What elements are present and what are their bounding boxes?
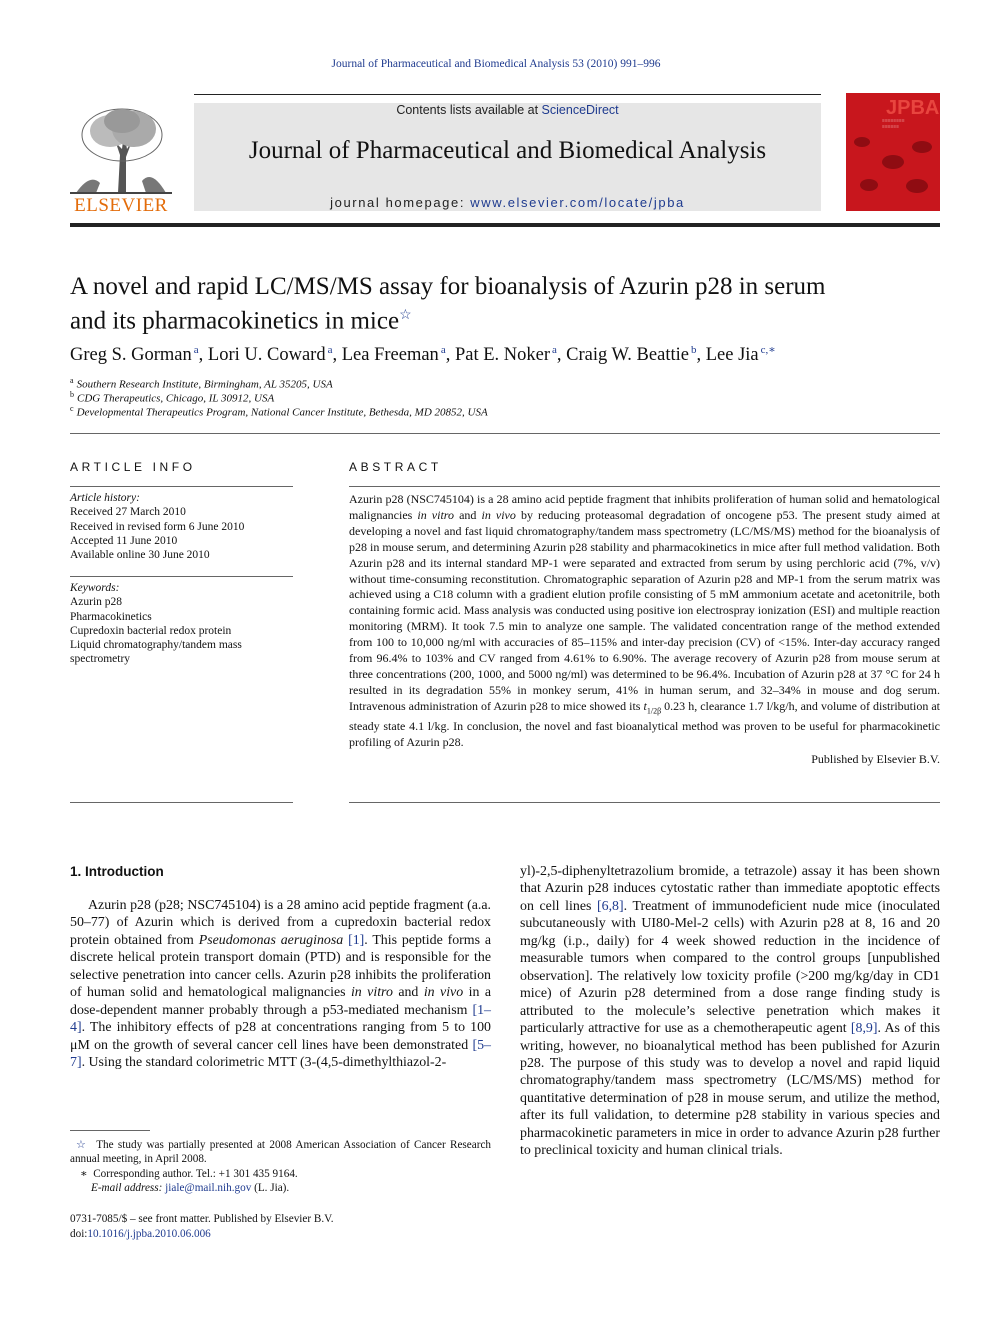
author-name[interactable]: Lee Jia bbox=[705, 345, 759, 366]
history-item: Available online 30 June 2010 bbox=[70, 549, 210, 562]
divider bbox=[70, 433, 940, 434]
title-footnote-star[interactable]: ☆ bbox=[399, 308, 412, 323]
introduction-right-column: yl)-2,5-diphenyltetrazolium bromide, a tetrazole) assay it has been shown that Azurin p28 induces cytostatic rather than immediate apoptotic effects on cell lines [6,8]. Treatment of immunodeficient nude mice (inoculated subcutaneously with UI80-Mel-2 cells) with Azurin p28 at 8, 16 and 20 mg/kg (i.p., daily) for 4 week showed reduction in the incidence of measurable tumors when compared to the control groups [unpublished observation]. The relatively low toxicity profile (>200 mg/kg/day in CD1 mice) of Azurin p28 determined from a dose range finding study is attributed to the molecule’s selective penetration which makes it particularly attractive for use as a chemotherapeutic agent [8,9]. As of this writing, however, no bioanalytical method has been published for Azurin p28. The purpose of this study was to develop a novel and rapid liquid chromatography/tandem mass spectrometry (LC/MS/MS) method for quantitative determination of p28 in mouse serum, and utilize the method, after its full validation, to determine p28 stability in various species and pharmacokinetic parameters in mice in order to advance Azurin p28 further to preclinical toxicity and human clinical trials. bbox=[520, 864, 941, 1159]
header-rule-top bbox=[194, 94, 821, 95]
history-item: Received 27 March 2010 bbox=[70, 506, 186, 519]
email-link[interactable]: jiale@mail.nih.gov bbox=[165, 1182, 252, 1195]
publisher-note: Published by Elsevier B.V. bbox=[811, 751, 940, 766]
cover-subtitle: ≡≡≡≡≡≡≡≡ ≡≡≡≡≡≡ bbox=[882, 119, 905, 130]
cover-graphic-5 bbox=[906, 179, 928, 193]
reference-link[interactable]: [1] bbox=[348, 932, 365, 948]
sciencedirect-link[interactable]: ScienceDirect bbox=[541, 103, 619, 117]
affiliation: $^a$ Southern Research Institute, Birmingham, AL 35205, USA bbox=[70, 376, 333, 391]
author-name[interactable]: Lori U. Coward bbox=[207, 345, 326, 366]
history-label: Article history: bbox=[70, 492, 140, 504]
footnote-divider bbox=[70, 1130, 150, 1131]
divider bbox=[349, 486, 940, 487]
issn-line: 0731-7085/$ – see front matter. Published by Elsevier B.V. bbox=[70, 1213, 334, 1225]
divider bbox=[70, 802, 293, 803]
reference-link[interactable]: [5–7] bbox=[70, 1037, 491, 1071]
author-affil-mark[interactable]: b bbox=[690, 344, 697, 356]
paper-title: A novel and rapid LC/MS/MS assay for bioanalysis of Azurin p28 in serum and its pharmacokinetics in mice☆ bbox=[70, 273, 826, 335]
author-affil-mark[interactable]: a bbox=[552, 344, 557, 356]
cover-graphic-4 bbox=[860, 179, 878, 191]
elsevier-tree-icon bbox=[70, 103, 172, 195]
doi-link[interactable]: 10.1016/j.jpba.2010.06.006 bbox=[87, 1228, 211, 1240]
author-list: Greg S. Gorman $^a$, Lori U. Coward $^a$, Lea Freeman $^a$, Pat E. Noker $^a$, Craig W. Beattie $^b$, Lee Jia $^{c,∗}$ bbox=[70, 344, 776, 366]
author-affil-mark[interactable]: a bbox=[440, 344, 446, 356]
elsevier-wordmark: ELSEVIER bbox=[74, 195, 168, 216]
history-item: Received in revised form 6 June 2010 bbox=[70, 520, 245, 533]
divider bbox=[349, 802, 940, 803]
journal-cover-thumbnail[interactable] bbox=[846, 93, 940, 211]
cover-abbrev: JPBA bbox=[886, 97, 940, 119]
footnote-email: E-mail address: jiale@mail.nih.gov (L. Jia). bbox=[91, 1182, 290, 1195]
footnote-star: ☆ The study was partially presented at 2008 American Association of Cancer Research annual meeting, in April 2008. bbox=[70, 1139, 492, 1166]
homepage-link[interactable]: www.elsevier.com/locate/jpba bbox=[470, 195, 685, 210]
cover-graphic-3 bbox=[912, 141, 932, 153]
introduction-left-column: Azurin p28 (p28; NSC745104) is a 28 amino acid peptide fragment (a.a. 50–77) of Azurin which is derived from a cupredoxin bacterial redox protein obtained from Pseudomonas aeruginosa [1]. This peptide forms a discrete helical protein transport domain (PTD) and is responsible for the selective penetration into cancer cells. Azurin p28 inhibits the proliferation of human solid and hematological malignancies in vitro and in vivo in a dose-dependent manner probably through a p53-mediated mechanism [1–4]. The inhibitory effects of p28 at concentrations ranging from 5 to 100 μM on the growth of several cancer cell lines have been demonstrated [5–7]. Using the standard colorimetric MTT (3-(4,5-dimethylthiazol-2- bbox=[70, 898, 491, 1071]
article-history bbox=[70, 491, 293, 562]
footnotes bbox=[70, 1138, 491, 1196]
keyword: spectrometry bbox=[70, 653, 131, 666]
author-affil-mark[interactable]: a bbox=[327, 344, 333, 356]
elsevier-logo[interactable] bbox=[70, 103, 172, 215]
keyword: Pharmacokinetics bbox=[70, 610, 152, 623]
article-info-heading: ARTICLE INFO bbox=[70, 460, 196, 474]
keyword: Liquid chromatography/tandem mass bbox=[70, 639, 242, 652]
divider bbox=[70, 576, 293, 577]
journal-citation[interactable]: Journal of Pharmaceutical and Biomedical Analysis 53 (2010) 991–996 bbox=[331, 58, 661, 70]
keywords-label: Keywords: bbox=[70, 582, 120, 594]
journal-title[interactable]: Journal of Pharmaceutical and Biomedical Analysis bbox=[248, 137, 767, 164]
contents-line: Contents lists available at ScienceDirect bbox=[396, 103, 619, 117]
cover-graphic-1 bbox=[854, 137, 870, 147]
author-affil-mark[interactable]: a bbox=[193, 344, 199, 356]
divider bbox=[70, 486, 293, 487]
journal-banner bbox=[194, 103, 821, 211]
cover-graphic-2 bbox=[882, 155, 904, 169]
affiliation: $^b$ CDG Therapeutics, Chicago, IL 30912, USA bbox=[70, 390, 275, 405]
author-name[interactable]: Craig W. Beattie bbox=[566, 345, 689, 366]
doi-line: doi:10.1016/j.jpba.2010.06.006 bbox=[70, 1228, 211, 1240]
header-rule-thick bbox=[70, 223, 940, 227]
reference-link[interactable]: [1–4] bbox=[70, 1002, 491, 1036]
reference-link[interactable]: [6,8] bbox=[597, 898, 624, 914]
keywords bbox=[70, 581, 293, 667]
reference-link[interactable]: [8,9] bbox=[850, 1021, 878, 1037]
introduction-heading: 1. Introduction bbox=[70, 864, 164, 879]
author-affil-mark[interactable]: c,∗ bbox=[760, 344, 776, 356]
abstract-heading: ABSTRACT bbox=[349, 460, 442, 474]
affiliation: $^c$ Developmental Therapeutics Program, National Cancer Institute, Bethesda, MD 20852, USA bbox=[70, 404, 488, 419]
footnote-corresponding: ∗ Corresponding author. Tel.: +1 301 435 9164. bbox=[80, 1167, 298, 1180]
author-name[interactable]: Lea Freeman bbox=[341, 345, 439, 366]
keyword: Azurin p28 bbox=[70, 596, 123, 609]
history-item: Accepted 11 June 2010 bbox=[70, 534, 178, 547]
journal-homepage: journal homepage: www.elsevier.com/locate/jpba bbox=[330, 195, 685, 210]
abstract-body: Azurin p28 (NSC745104) is a 28 amino acid peptide fragment that inhibits proliferation of human solid and hematological malignancies in vitro and in vivo by reducing proteasomal degradation of oncogene p53. The present study aimed at developing a novel and fast liquid chromatography/tandem mass spectrometry (LC/MS/MS) method for the bioanalysis of p28 in mouse serum, and determining Azurin p28 stability and pharmacokinetics in mice after full method validation. Both Azurin p28 and its internal standard MP-1 were separated and extracted from serum by using perchloric acid (7%, v/v) without time-consuming reconstitution. Chromatographic separation of Azurin p28 and MP-1 from the serum matrix was achieved using a C18 column with a gradient elution profile consisting of 5 mM ammonium acetate and acetonitrile, both containing formic acid. Mass analysis was conducted using positive ion electrospray ionization (ESI) and multiple reaction monitoring (MRM). It took 7.5 min to analyze one sample. The validated concentration range of the method extended from 100 to 10,000 ng/ml with accuracies of 85–115% and inter-day precision (CV) of <15%. Inter-day accuracy ranged from 96.4% to 103% and CV ranged from 4.61% to 6.90%. The average recovery of Azurin p28 from mouse serum at three concentrations (200, 1000, and 5000 ng/ml) was determined to be 96.4%. Incubation of Azurin p28 at 37 °C for 24 h resulted in its degradation 55% in monkey serum, 41% in human serum, and 32–34% in mouse and dog serum. Intravenous administration of Azurin p28 to mice showed its $t_{1/2\beta}$ 0.23 h, clearance 1.7 l/kg/h, and volume of distribution at steady state 4.1 l/kg. In conclusion, the novel and fast bioanalytical method was proven to be useful for pharmacokinetic profiling of Azurin p28. Published by Elsevier B.V. bbox=[349, 492, 941, 766]
author-name[interactable]: Greg S. Gorman bbox=[70, 345, 192, 366]
keyword: Cupredoxin bacterial redox protein bbox=[70, 624, 232, 637]
author-name[interactable]: Pat E. Noker bbox=[454, 345, 551, 366]
